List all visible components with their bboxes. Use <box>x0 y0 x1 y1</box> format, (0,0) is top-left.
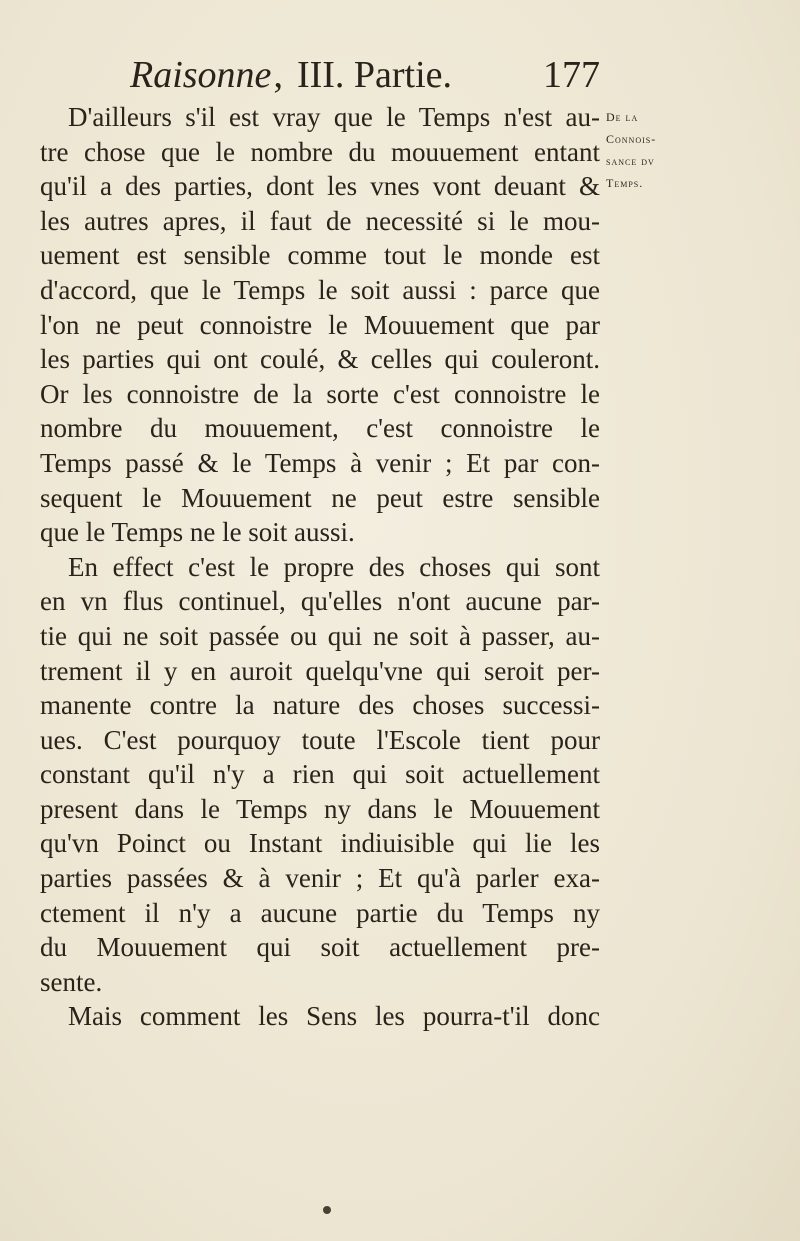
paragraph-2 <box>40 550 600 1000</box>
text-line: uement est sensible comme tout le monde est <box>40 240 600 271</box>
text-line: trement il y en auroit quelqu'vne qui seroit per- <box>40 655 600 686</box>
text-line: nombre du mouuement, c'est connoistre le <box>40 413 600 444</box>
text-line: en vn flus continuel, qu'elles n'ont aucune par- <box>40 586 600 617</box>
text-line: ues. C'est pourquoy toute l'Escole tient pour <box>40 724 600 755</box>
ink-dot <box>323 1206 331 1214</box>
text-line: ctement il n'y a aucune partie du Temps ny <box>40 897 600 928</box>
text-line: qu'vn Poinct ou Instant indiuisible qui lie les <box>40 828 600 859</box>
running-title: Raisonne <box>130 54 272 96</box>
text-line: Temps passé & le Temps à venir ; Et par con- <box>40 447 600 478</box>
paragraph-3 <box>40 999 600 1034</box>
text-line: Mais comment les Sens les pourra-t'il donc <box>68 1001 600 1032</box>
text-line: D'ailleurs s'il est vray que le Temps n'est au- <box>68 102 600 132</box>
text-line: sente. <box>40 966 103 997</box>
text-line: tie qui ne soit passée ou qui ne soit à passer, au- <box>40 620 600 651</box>
text-line: sequent le Mouuement ne peut estre sensible <box>40 482 600 513</box>
text-line: que le Temps ne le soit aussi. <box>40 517 355 548</box>
text-line: l'on ne peut connoistre le Mouuement que par <box>40 309 600 340</box>
marginal-note-line: Temps. <box>606 176 644 190</box>
marginal-note-line: Connois- <box>606 132 657 146</box>
marginal-note-line: sance dv <box>606 154 655 168</box>
part-label: III. Partie. <box>296 54 453 96</box>
text-line: parties passées & à venir ; Et qu'à parler exa- <box>40 863 600 894</box>
text-line: En effect c'est le propre des choses qui sont <box>68 551 600 582</box>
text-line: du Mouuement qui soit actuellement pre- <box>40 932 600 963</box>
running-header <box>130 50 600 100</box>
text-line: d'accord, que le Temps le soit aussi : parce que <box>40 274 600 305</box>
running-title-separator: , <box>273 54 283 96</box>
text-line: les parties qui ont coulé, & celles qui couleront. <box>40 344 600 375</box>
text-line: les autres apres, il faut de necessité si le mou- <box>40 205 600 236</box>
text-line: Or les connoistre de la sorte c'est connoistre le <box>40 378 600 409</box>
body-text <box>40 100 600 1034</box>
paragraph-1 <box>40 100 600 550</box>
text-line: qu'il a des parties, dont les vnes vont deuant & <box>40 171 600 202</box>
page-number: 177 <box>543 54 600 96</box>
marginal-note <box>606 106 696 194</box>
text-line: present dans le Temps ny dans le Mouuement <box>40 793 600 824</box>
text-line: constant qu'il n'y a rien qui soit actuellement <box>40 759 600 790</box>
text-line: manente contre la nature des choses successi- <box>40 690 600 721</box>
marginal-note-line: De la <box>606 110 639 124</box>
text-line: tre chose que le nombre du mouuement entant <box>40 136 600 167</box>
